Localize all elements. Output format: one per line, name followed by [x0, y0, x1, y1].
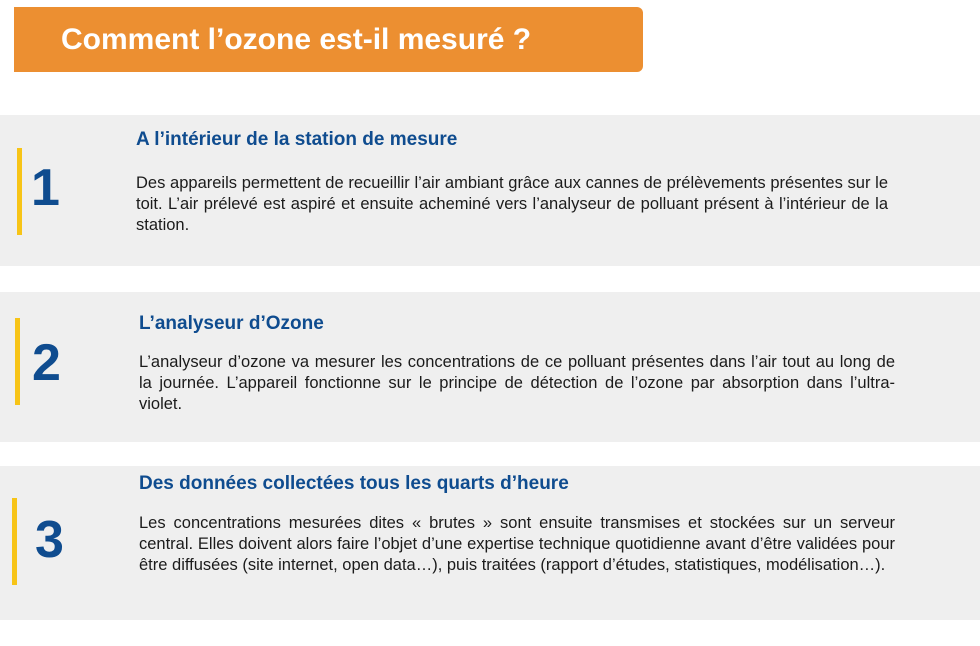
step-3-number: 3 — [35, 511, 64, 569]
step-2-number: 2 — [32, 334, 61, 392]
step-3-panel — [0, 466, 980, 620]
step-1-accent-bar — [17, 148, 22, 235]
title-banner — [14, 7, 643, 72]
step-3-body: Les concentrations mesurées dites « brutes » sont ensuite transmises et stockées sur un serveur central. Elles doivent alors faire l’objet d’une expertise technique quotidienne avant d’être validées pour être diffusées (site internet, open data…), puis traitées (rapport d’études, statistiques, modélisation…). — [139, 514, 895, 574]
step-3-heading: Des données collectées tous les quarts d’heure — [139, 473, 569, 494]
page-title: Comment l’ozone est-il mesuré ? — [61, 23, 532, 56]
step-2-panel — [0, 292, 980, 442]
step-3-accent-bar — [12, 498, 17, 585]
step-2-heading: L’analyseur d’Ozone — [139, 313, 324, 334]
step-2-body: L’analyseur d’ozone va mesurer les concentrations de ce polluant présentes dans l’air tout au long de la journée. L’appareil fonctionne sur le principe de détection de l’ozone par absorption dans l’ultra-violet. — [139, 353, 895, 413]
step-1-panel — [0, 115, 980, 266]
step-1-number: 1 — [31, 159, 60, 217]
step-2-accent-bar — [15, 318, 20, 405]
step-1-heading: A l’intérieur de la station de mesure — [136, 129, 458, 150]
step-1-body: Des appareils permettent de recueillir l’air ambiant grâce aux cannes de prélèvements présentes sur le toit. L’air prélevé est aspiré et ensuite acheminé vers l’analyseur de polluant présent à l’intérieur de la station. — [136, 174, 888, 234]
